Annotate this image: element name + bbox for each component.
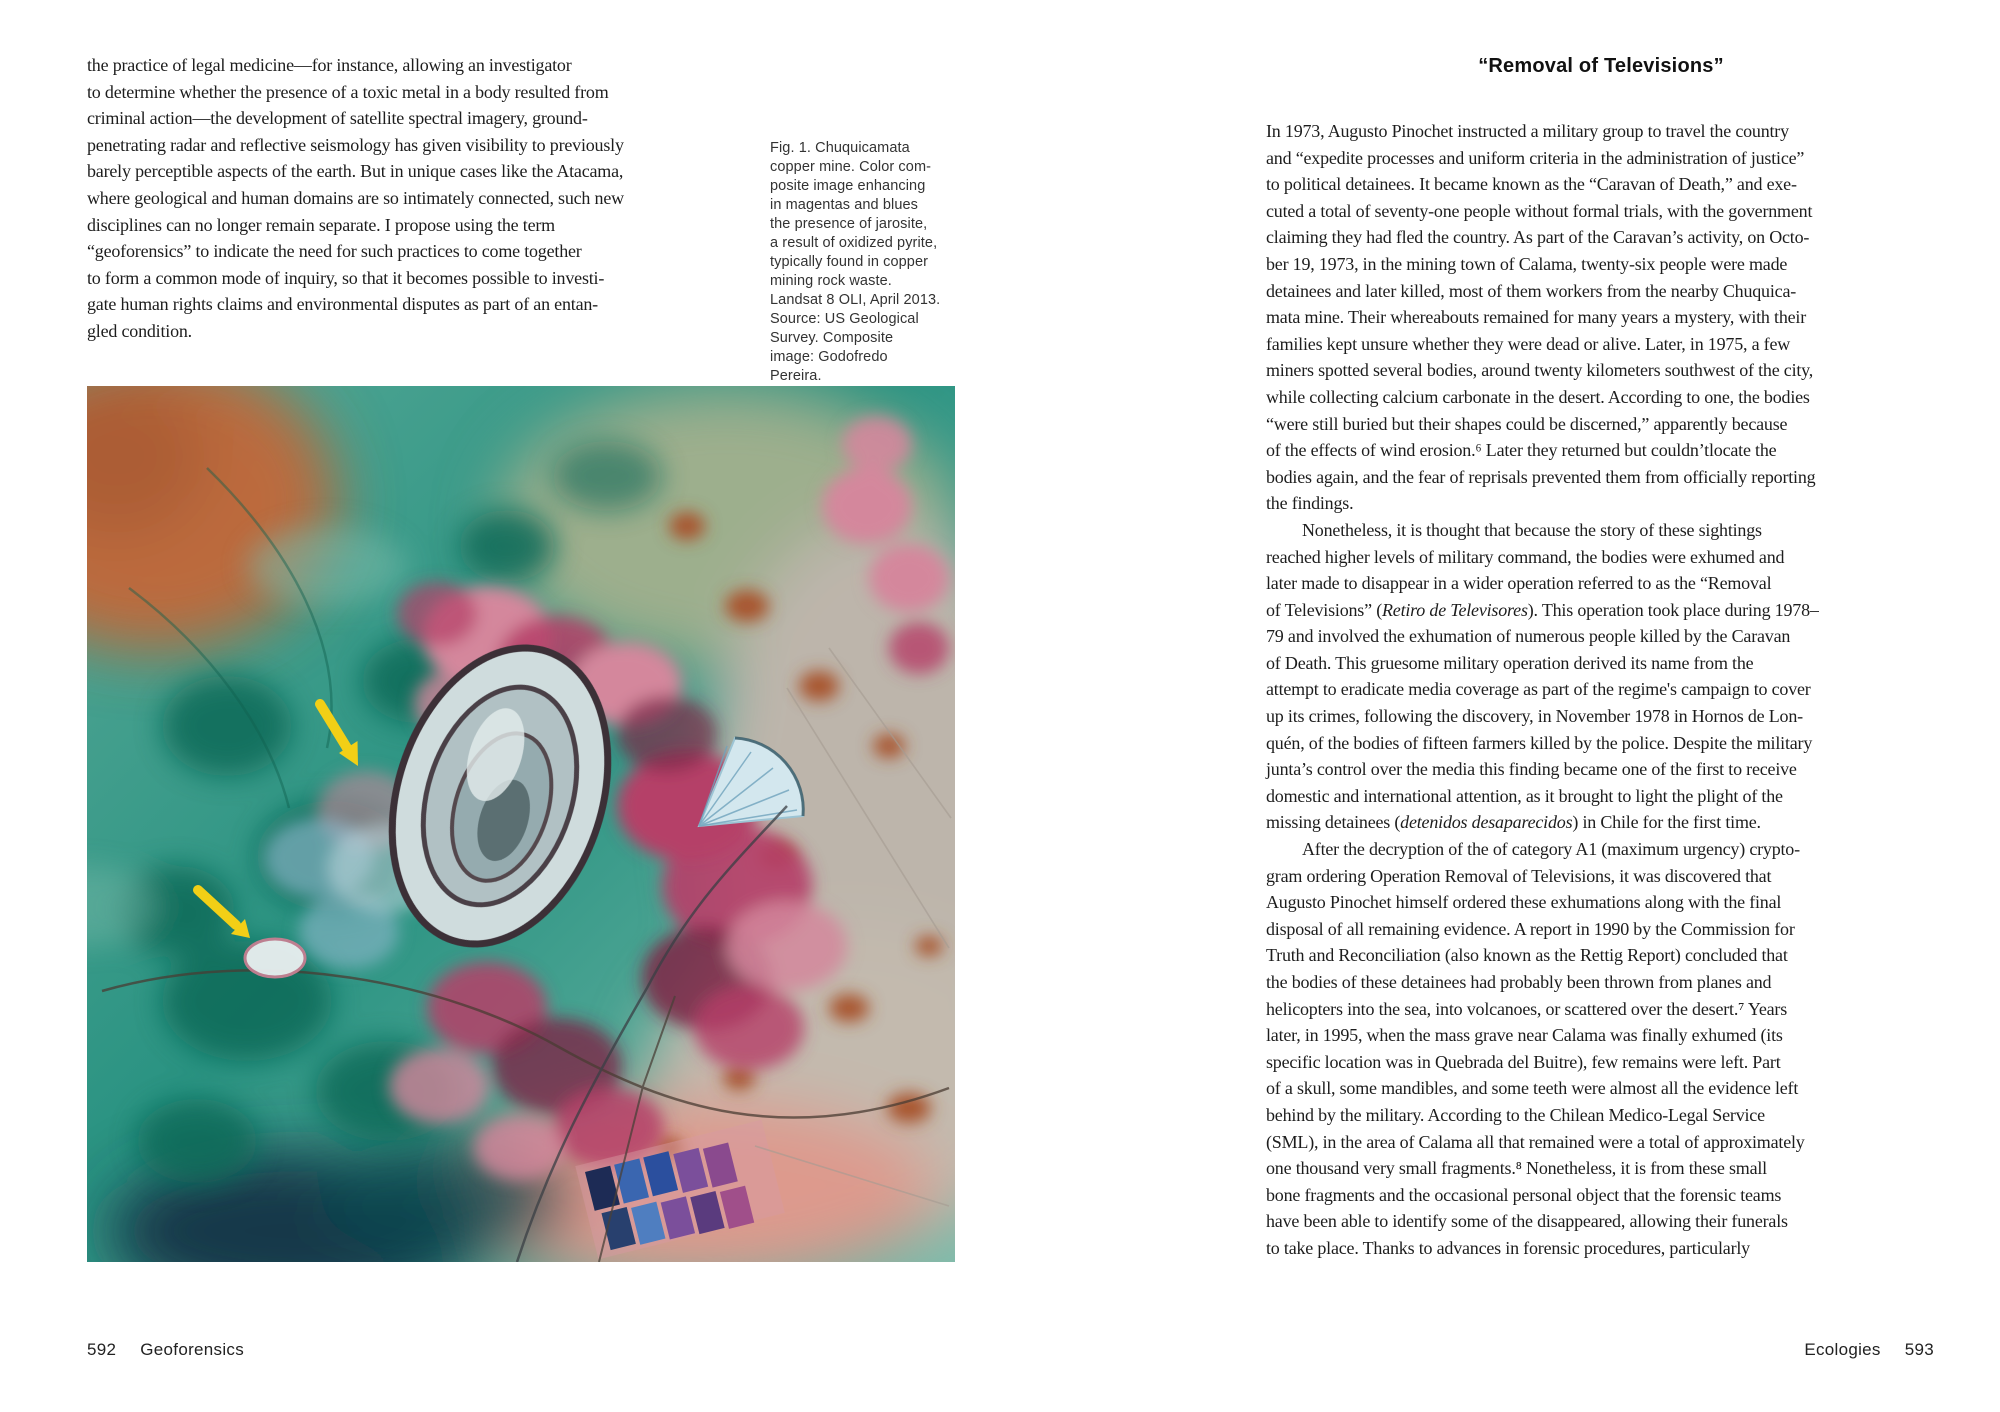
text-line: mining rock waste. bbox=[770, 273, 892, 289]
text-line: reached higher levels of military command, the bodies were exhumed and bbox=[1266, 546, 1785, 567]
text-line: Pereira. bbox=[770, 368, 822, 384]
paragraph bbox=[1266, 118, 1936, 517]
section-title: Geoforensics bbox=[140, 1340, 245, 1359]
page-number: 593 bbox=[1904, 1340, 1934, 1359]
page-number: 592 bbox=[87, 1340, 117, 1359]
text-line: disciplines can no longer remain separate. I propose using the term bbox=[87, 214, 555, 235]
text-line: quén, of the bodies of fifteen farmers killed by the police. Despite the military bbox=[1266, 732, 1813, 753]
text-line: Source: US Geological bbox=[770, 311, 919, 327]
figure-caption bbox=[770, 139, 970, 386]
text-line: Fig. 1. Chuquicamata bbox=[770, 140, 910, 156]
text-line: Truth and Reconciliation (also known as the Rettig Report) concluded that bbox=[1266, 945, 1788, 966]
text-line: to form a common mode of inquiry, so that it becomes possible to investi- bbox=[87, 267, 605, 288]
text-line: one thousand very small fragments.⁸ Nonetheless, it is from these small bbox=[1266, 1158, 1767, 1179]
text-line: and “expedite processes and uniform criteria in the administration of justice” bbox=[1266, 147, 1805, 168]
text-line: later, in 1995, when the mass grave near Calama was finally exhumed (its bbox=[1266, 1025, 1783, 1046]
text-line: image: Godofredo bbox=[770, 349, 888, 365]
text-line: the bodies of these detainees had probably been thrown from planes and bbox=[1266, 972, 1772, 992]
text-line: the practice of legal medicine—for instance, allowing an investigator bbox=[87, 55, 572, 75]
section-heading: “Removal of Televisions” bbox=[1478, 55, 1724, 77]
text-line: junta’s control over the media this finding became one of the first to receive bbox=[1266, 759, 1797, 780]
text-line: to political detainees. It became known as the “Caravan of Death,” and exe- bbox=[1266, 174, 1797, 195]
text-line: Augusto Pinochet himself ordered these exhumations along with the final bbox=[1266, 892, 1782, 913]
text-line: in magentas and blues bbox=[770, 197, 919, 213]
text-line: Landsat 8 OLI, April 2013. bbox=[770, 292, 941, 308]
satellite-composite-graphic bbox=[87, 386, 955, 1262]
text-line: penetrating radar and reflective seismology has given visibility to previously bbox=[87, 134, 624, 155]
text-line: criminal action—the development of satellite spectral imagery, ground- bbox=[87, 108, 588, 129]
text-line: detainees and later killed, most of them workers from the nearby Chuquica- bbox=[1266, 280, 1797, 301]
text-line: After the decryption of the of category A1 (maximum urgency) crypto- bbox=[1302, 839, 1800, 860]
text-line: bone fragments and the occasional personal object that the forensic teams bbox=[1266, 1184, 1782, 1205]
text-line: Nonetheless, it is thought that because the story of these sightings bbox=[1302, 519, 1762, 540]
text-line: of Death. This gruesome military operation derived its name from the bbox=[1266, 652, 1754, 673]
text-line: to determine whether the presence of a toxic metal in a body resulted from bbox=[87, 81, 609, 102]
right-page-body-text bbox=[1266, 118, 1936, 1262]
text-line: up its crimes, following the discovery, in November 1978 in Hornos de Lon- bbox=[1266, 706, 1803, 727]
section-title: Ecologies bbox=[1804, 1340, 1881, 1359]
paragraph bbox=[1266, 517, 1936, 836]
text-line: have been able to identify some of the disappeared, allowing their funerals bbox=[1266, 1211, 1788, 1232]
text-line: of the effects of wind erosion.⁶ Later they returned but couldn’tlocate the bbox=[1266, 440, 1777, 461]
text-line: In 1973, Augusto Pinochet instructed a military group to travel the country bbox=[1266, 121, 1789, 141]
text-line: mata mine. Their whereabouts remained for many years a mystery, with their bbox=[1266, 307, 1807, 328]
text-line: the findings. bbox=[1266, 493, 1354, 514]
text-line: cuted a total of seventy-one people without formal trials, with the government bbox=[1266, 200, 1813, 221]
text-line: copper mine. Color com- bbox=[770, 159, 932, 175]
text-line: typically found in copper bbox=[770, 254, 929, 270]
text-line: “geoforensics” to indicate the need for such practices to come together bbox=[87, 241, 582, 262]
text-line: a result of oxidized pyrite, bbox=[770, 235, 938, 251]
text-line: families kept unsure whether they were dead or alive. Later, in 1975, a few bbox=[1266, 333, 1791, 354]
left-page-footer bbox=[87, 1340, 244, 1360]
text-line: miners spotted several bodies, around twenty kilometers southwest of the city, bbox=[1266, 360, 1814, 381]
paragraph bbox=[1266, 836, 1936, 1262]
text-line: later made to disappear in a wider operation referred to as the “Removal bbox=[1266, 573, 1772, 594]
text-line: where geological and human domains are so intimately connected, such new bbox=[87, 187, 624, 208]
text-line: claiming they had fled the country. As part of the Caravan’s activity, on Octo- bbox=[1266, 227, 1810, 248]
text-line: barely perceptible aspects of the earth. But in unique cases like the Atacama, bbox=[87, 161, 624, 182]
text-line: (SML), in the area of Calama all that remained were a total of approximately bbox=[1266, 1131, 1805, 1152]
text-line: specific location was in Quebrada del Buitre), few remains were left. Part bbox=[1266, 1051, 1781, 1072]
text-line: missing detainees (detenidos desaparecidos) in Chile for the first time. bbox=[1266, 812, 1761, 833]
text-line: behind by the military. According to the Chilean Medico-Legal Service bbox=[1266, 1104, 1765, 1125]
text-line: helicopters into the sea, into volcanoes, or scattered over the desert.⁷ Years bbox=[1266, 998, 1788, 1019]
white-deposit bbox=[245, 939, 305, 977]
text-line: ber 19, 1973, in the mining town of Calama, twenty-six people were made bbox=[1266, 253, 1788, 274]
text-line: attempt to eradicate media coverage as part of the regime's campaign to cover bbox=[1266, 679, 1811, 700]
text-line: bodies again, and the fear of reprisals prevented them from officially reporting bbox=[1266, 466, 1816, 487]
text-line: the presence of jarosite, bbox=[770, 216, 928, 232]
text-line: of Televisions” (Retiro de Televisores). This operation took place during 1978– bbox=[1266, 599, 1819, 620]
text-line: domestic and international attention, as it brought to light the plight of the bbox=[1266, 785, 1783, 806]
figure-1-satellite-image bbox=[87, 386, 955, 1262]
text-line: while collecting calcium carbonate in the desert. According to one, the bodies bbox=[1266, 386, 1810, 407]
text-line: posite image enhancing bbox=[770, 178, 926, 194]
left-page-body-text bbox=[87, 52, 647, 345]
text-line: “were still buried but their shapes could be discerned,” apparently because bbox=[1266, 413, 1788, 434]
text-line: 79 and involved the exhumation of numerous people killed by the Caravan bbox=[1266, 626, 1791, 647]
text-line: disposal of all remaining evidence. A report in 1990 by the Commission for bbox=[1266, 918, 1795, 939]
text-line: Survey. Composite bbox=[770, 330, 894, 346]
right-page-footer bbox=[1804, 1340, 1934, 1360]
text-line: gate human rights claims and environmental disputes as part of an entan- bbox=[87, 294, 598, 315]
text-line: gled condition. bbox=[87, 320, 192, 341]
text-line: of a skull, some mandibles, and some teeth were almost all the evidence left bbox=[1266, 1078, 1799, 1099]
text-line: to take place. Thanks to advances in forensic procedures, particularly bbox=[1266, 1237, 1750, 1258]
text-line: gram ordering Operation Removal of Televisions, it was discovered that bbox=[1266, 865, 1772, 886]
